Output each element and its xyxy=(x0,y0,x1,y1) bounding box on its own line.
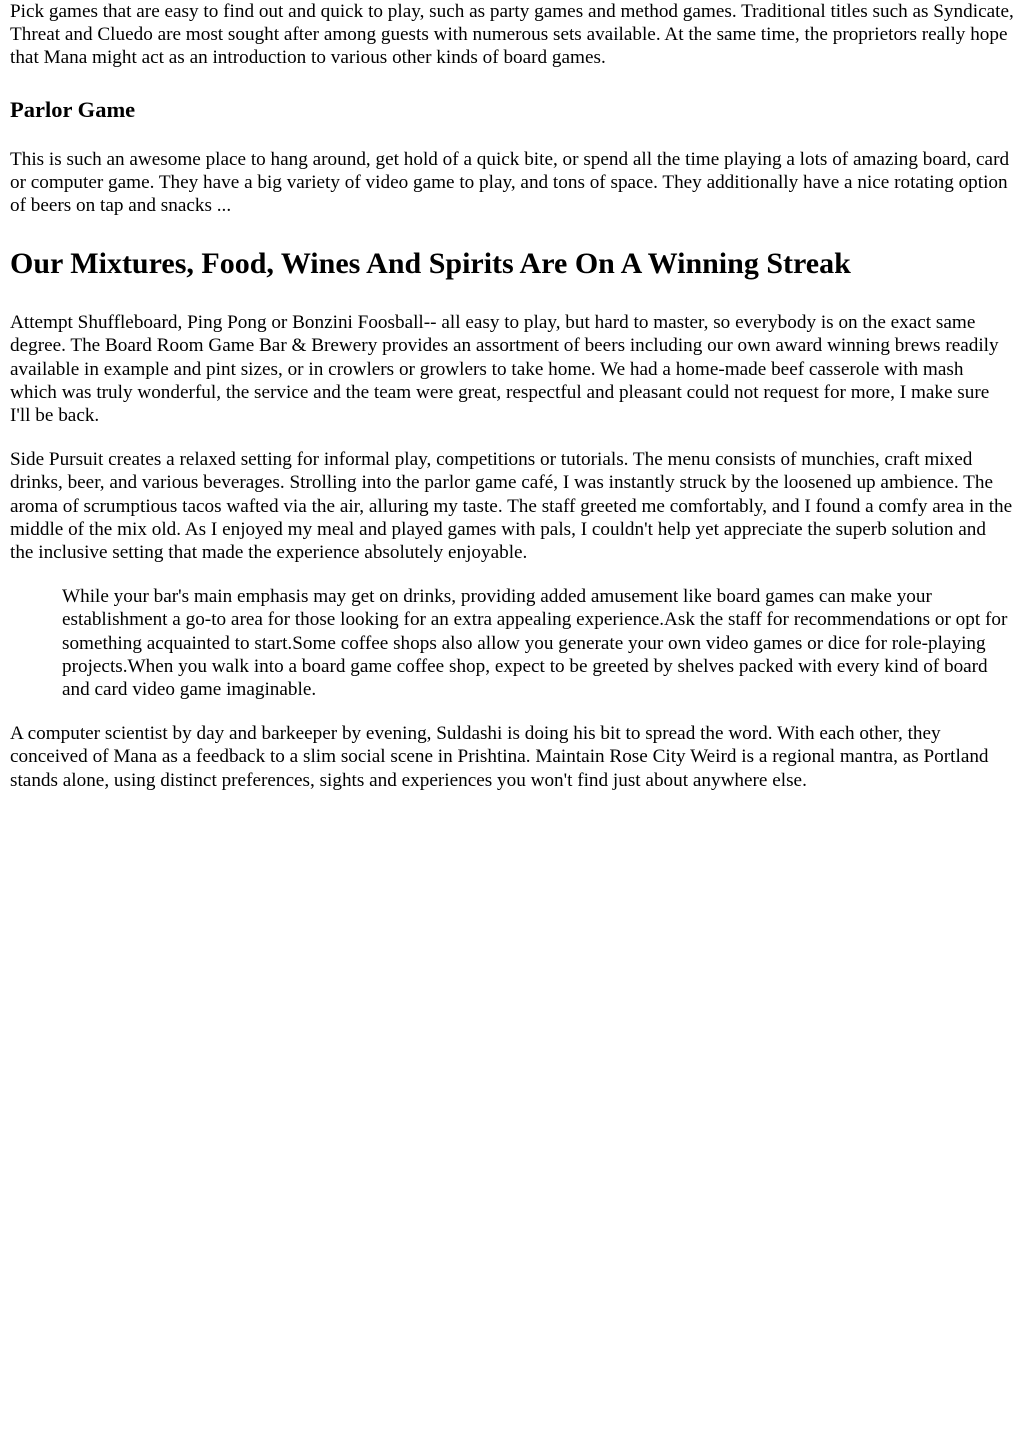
section-heading-winning-streak: Our Mixtures, Food, Wines And Spirits Are On A Winning Streak xyxy=(10,247,851,281)
blockquote xyxy=(62,585,1014,701)
section1-paragraph: This is such an awesome place to hang around, get hold of a quick bite, or spend all the time playing a lots of amazing board, card or computer game. They have a big variety of video game to play, and tons of space. They additionally have a nice rotating option of beers on tap and snacks ... xyxy=(10,148,1010,217)
section-heading-parlor-game: Parlor Game xyxy=(10,96,136,122)
intro-paragraph: Pick games that are easy to find out and quick to play, such as party games and method games. Traditional titles such as Syndicate, Threat and Cluedo are most sought after among guests with numerous sets available. At the same time, the proprietors really hope that Mana might act as an introduction to various other kinds of board games. xyxy=(10,1,1014,69)
section2-paragraph-1: Attempt Shuffleboard, Ping Pong or Bonzini Foosball-- all easy to play, but hard to master, so everybody is on the exact same degree. The Board Room Game Bar & Brewery provides an assortment of beers including our own award winning brews readily available in example and pint sizes, or in crowlers or growlers to take home. We had a home-made beef casserole with mash which was truly wonderful, the service and the team were great, respectful and pleasant could not request for more, I make sure I'll be back. xyxy=(10,312,999,427)
closing-paragraph: A computer scientist by day and barkeeper by evening, Suldashi is doing his bit to spread the word. With each other, they conceived of Mana as a feedback to a slim social scene in Prishtina. Maintain Rose City Weird is a regional mantra, as Portland stands alone, using distinct preferences, sights and experiences you won't find just about anywhere else. xyxy=(10,723,989,791)
section2-paragraph-2: Side Pursuit creates a relaxed setting for informal play, competitions or tutorials. The menu consists of munchies, craft mixed drinks, beer, and various beverages. Strolling into the parlor game café, I was instantly struck by the loosened up ambience. The aroma of scrumptious tacos wafted via the air, alluring my taste. The staff greeted me comfortably, and I found a comfy area in the middle of the mix old. As I enjoyed my meal and played games with pals, I couldn't help yet appreciate the superb solution and the inclusive setting that made the experience absolutely enjoyable. xyxy=(10,449,1013,564)
blockquote-text: While your bar's main emphasis may get on drinks, providing added amusement like board games can make your establishment a go-to area for those looking for an extra appealing experience.Ask the staff for recommendations or opt for something acquainted to start.Some coffee shops also allow you generate your own video games or dice for role-playing projects.When you walk into a board game coffee shop, expect to be greeted by shelves packed with every kind of board and card video game imaginable. xyxy=(62,586,1008,701)
